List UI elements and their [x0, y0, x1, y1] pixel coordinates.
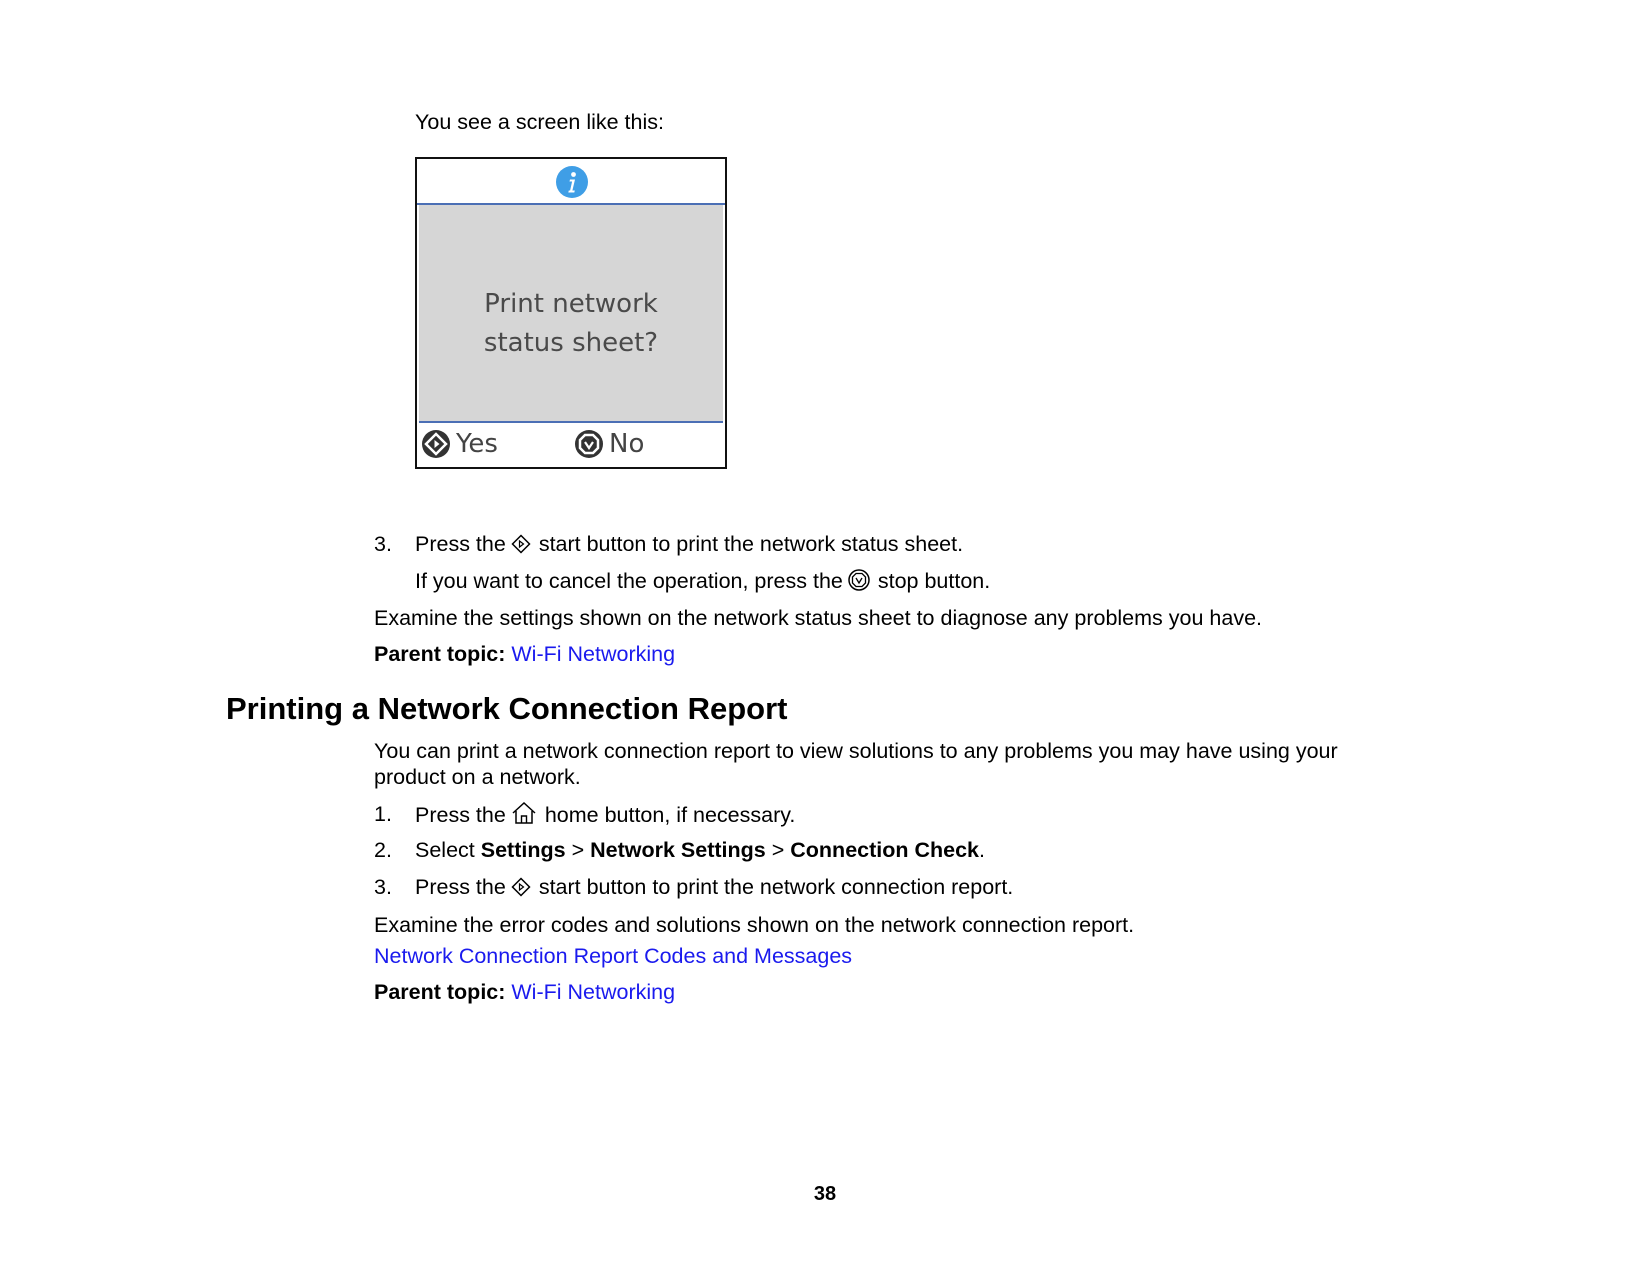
step3-status-sheet: Press the start button to print the network status sheet.	[415, 532, 964, 556]
examine-text: Examine the settings shown on the network status sheet to diagnose any problems you have.	[374, 606, 1262, 630]
lcd-yes-option: Yes	[421, 428, 498, 460]
wi-fi-networking-link[interactable]: Wi-Fi Networking	[511, 642, 676, 666]
start-diamond-icon	[511, 877, 531, 897]
step-number: 3.	[374, 875, 392, 899]
lcd-no-option: No	[574, 428, 644, 460]
stop-button-icon	[574, 429, 604, 459]
step-number: 2.	[374, 838, 392, 862]
info-icon	[555, 165, 589, 199]
home-icon	[511, 801, 537, 825]
intro-text: You see a screen like this:	[415, 110, 664, 134]
step-number: 3.	[374, 532, 392, 556]
start-diamond-icon	[511, 534, 531, 554]
step-number: 1.	[374, 802, 392, 826]
lcd-message: Print network status sheet?	[483, 289, 659, 358]
cancel-instruction: If you want to cancel the operation, press the stop button.	[415, 569, 991, 593]
section-intro: You can print a network connection report to view solutions to any problems you may have using your product on a network.	[374, 739, 1338, 789]
lcd-screen-image	[415, 157, 727, 469]
step1-home: Press the home button, if necessary.	[415, 803, 796, 827]
step3-connection-report: Press the start button to print the network connection report.	[415, 875, 1014, 899]
section-heading: Printing a Network Connection Report	[226, 691, 788, 726]
page-number: 38	[813, 1183, 837, 1205]
start-button-icon	[421, 429, 451, 459]
stop-octagon-icon	[848, 569, 870, 591]
parent-topic: Parent topic: Wi-Fi Networking	[374, 980, 676, 1004]
parent-topic: Parent topic: Wi-Fi Networking	[374, 642, 676, 666]
examine-text: Examine the error codes and solutions shown on the network connection report.	[374, 913, 1135, 937]
report-codes-link[interactable]: Network Connection Report Codes and Messages	[374, 944, 853, 968]
step2-select: Select Settings > Network Settings > Connection Check.	[415, 838, 985, 862]
wi-fi-networking-link[interactable]: Wi-Fi Networking	[511, 980, 676, 1004]
